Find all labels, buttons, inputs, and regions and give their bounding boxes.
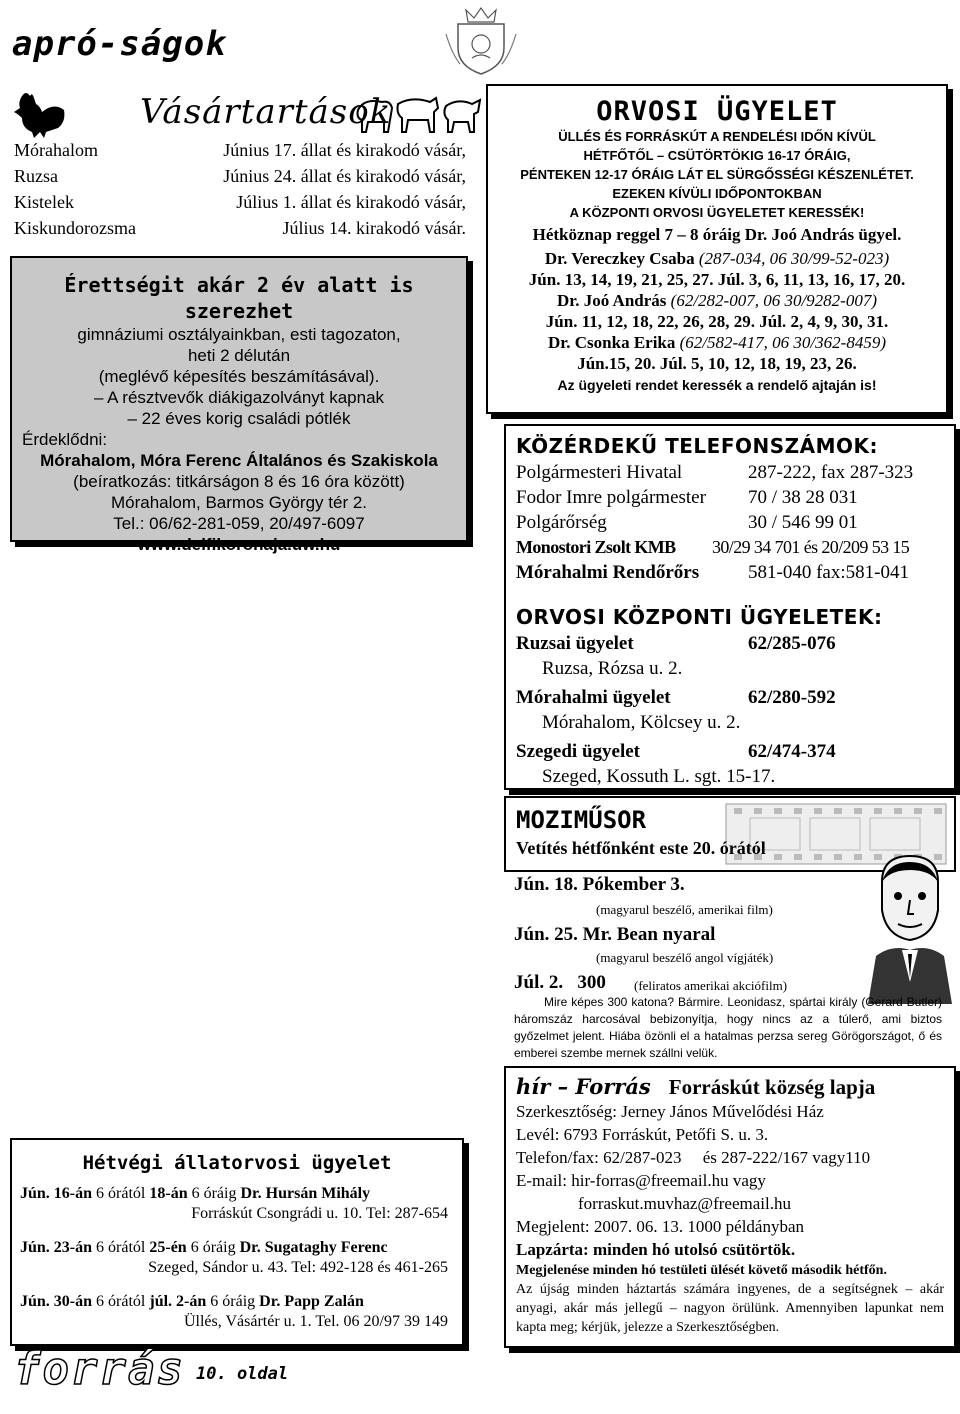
phone-label: Fodor Imre polgármester (516, 487, 706, 508)
forras-logo: forrás (14, 1344, 185, 1395)
phone-number: 70 / 38 28 031 (748, 487, 858, 508)
doctor-phone: (287-034, 06 30/99-52-023) (698, 249, 890, 268)
vet-address: Forráskút Csongrádi u. 10. Tel: 287-654 (191, 1205, 448, 1222)
education-address: Mórahalom, Barmos György tér 2. (110, 493, 368, 512)
movie-title: Júl. 2. 300 (514, 972, 606, 993)
vet-to: 25-én (149, 1239, 187, 1256)
weekday-duty: Hétköznap reggel 7 – 8 óráig Dr. Joó András ügyel. (532, 225, 902, 244)
education-school: Mórahalom, Móra Ferenc Általános és Szakiskola (40, 451, 438, 470)
coat-of-arms-icon (440, 4, 522, 76)
vet-entry (20, 1292, 454, 1312)
vet-doctor: Dr. Hursán Mihály (240, 1185, 371, 1202)
town-name: Kistelek (14, 192, 74, 212)
phone-label: Monostori Zsolt KMB (516, 537, 676, 557)
mr-bean-picture (868, 852, 952, 1004)
education-ad (10, 256, 468, 554)
page-number: 10. oldal (196, 1364, 289, 1384)
newspaper-title (516, 1074, 944, 1100)
phone-number: 30 / 546 99 01 (748, 512, 858, 533)
doctor-dates: Jún.15, 20. Júl. 5, 10, 12, 18, 19, 23, 26. (577, 354, 857, 373)
free-note: Az újság minden háztartás számára ingyenes, de a segítségnek – akár anyagi, akár más jellegű – nagyon örülünk. Amennyiben lapunkat nem kapta meg; kérjük, jelezze a Szerkesztőségben. (516, 1282, 944, 1335)
vet-address: Szeged, Sándor u. 43. Tel: 492-128 és 461-265 (148, 1259, 448, 1276)
center-phone: 62/285-076 (748, 633, 836, 654)
vet-duty-box (10, 1138, 464, 1346)
town-name: Kiskundorozsma (14, 218, 136, 238)
fair-date: Július 1. állat és kirakodó vásár, (236, 192, 466, 212)
newspaper-subtitle: Forráskút község lapja (668, 1075, 876, 1099)
phone-row (516, 562, 954, 587)
center-name: Szegedi ügyelet (516, 741, 641, 762)
vet-doctor: Dr. Sugataghy Ferenc (239, 1239, 388, 1256)
vet-to: júl. 2-án (149, 1293, 207, 1310)
vet-from-time: 6 órától (96, 1293, 146, 1310)
education-registration: (beíratkozás: titkárságon 8 és 16 óra között) (73, 472, 405, 491)
phone-row (516, 512, 954, 537)
vet-address: Üllés, Vásártér u. 1. Tel. 06 20/97 39 149 (183, 1313, 448, 1330)
center-address: Ruzsa, Rózsa u. 2. (542, 658, 683, 679)
education-website[interactable]: www.delfikoronaja.uw.hu (137, 535, 341, 554)
doctor-duty-title: ORVOSI ÜGYELET (596, 96, 838, 127)
phone-number: 30/29 34 701 és 20/209 53 15 (712, 537, 910, 557)
town-name: Ruzsa (14, 166, 58, 186)
town-name: Mórahalom (14, 140, 98, 160)
newspaper-brand: hír – Forrás (516, 1074, 651, 1099)
market-row (14, 192, 474, 218)
cinema-subtitle: Vetítés hétfőnként este 20. órától (516, 838, 766, 858)
doctor-note: Az ügyeleti rendet keressék a rendelő ajtaján is! (557, 377, 877, 393)
movie-note: (magyarul beszélő, amerikai film) (596, 902, 773, 917)
doctor-info-line: A KÖZPONTI ORVOSI ÜGYELETET KERESSÉK! (569, 205, 865, 220)
vet-from: Jún. 23-án (20, 1239, 93, 1256)
deadline: Lapzárta: minden hó utolsó csütörtök. (516, 1240, 796, 1259)
rooster-icon (6, 88, 68, 140)
education-line: – 22 éves korig családi pótlék (127, 409, 351, 428)
doctor-phone: (62/582-417, 06 30/362-8459) (679, 333, 886, 352)
education-interest: Érdeklődni: (22, 430, 108, 449)
center-row (516, 687, 954, 712)
phone-number: 287-222, fax 287-323 (748, 462, 914, 483)
doctor-dates: Jún. 13, 14, 19, 21, 25, 27. Júl. 3, 6, 11, 13, 16, 17, 20. (528, 270, 906, 289)
vet-duty-title: Hétvégi állatorvosi ügyelet (82, 1152, 392, 1174)
doctor-info-line: ÜLLÉS ÉS FORRÁSKÚT A RENDELÉSI IDŐN KÍVÜL (558, 129, 876, 144)
vet-entry (20, 1184, 454, 1204)
vet-to: 18-án (149, 1185, 188, 1202)
public-phone-box (504, 424, 956, 790)
imprint-line: forraskut.muvhaz@freemail.hu (578, 1194, 791, 1213)
vet-from-time: 6 órától (96, 1239, 146, 1256)
doctor-info-line: PÉNTEKEN 12-17 ÓRÁIG LÁT EL SÜRGŐSSÉGI KÉSZENLÉTET. (520, 167, 914, 182)
doctor-dates: Jún. 11, 12, 18, 22, 26, 28, 29. Júl. 2, 4, 9, 30, 31. (545, 312, 889, 331)
center-phone: 62/474-374 (748, 741, 836, 762)
imprint-line: Megjelent: 2007. 06. 13. 1000 példányban (516, 1217, 805, 1236)
fair-date: Június 17. állat és kirakodó vásár, (223, 140, 466, 160)
phone-row (516, 537, 954, 562)
vet-from: Jún. 30-án (20, 1293, 93, 1310)
education-phone: Tel.: 06/62-281-059, 20/497-6097 (113, 514, 365, 533)
market-row (14, 140, 474, 166)
market-row (14, 218, 474, 244)
phone-number: 581-040 fax:581-041 (748, 562, 909, 583)
farm-animals-icon (354, 90, 484, 136)
imprint-line: E-mail: hir-forras@freemail.hu vagy (516, 1171, 766, 1190)
doctor-info-line: EZEKEN KÍVÜLI IDŐPONTOKBAN (612, 186, 822, 201)
center-row (516, 633, 954, 658)
phone-label: Mórahalmi Rendőrőrs (516, 562, 700, 583)
vet-to-time: 6 óráig (190, 1239, 236, 1256)
phone-label: Polgárőrség (516, 512, 607, 533)
education-headline: Érettségit akár 2 év alatt is szerezhet (64, 273, 414, 323)
education-line: heti 2 délután (187, 346, 291, 365)
center-address: Szeged, Kossuth L. sgt. 15-17. (542, 766, 776, 787)
doctor-name: Dr. Vereczkey Csaba (544, 249, 695, 268)
cinema-title: MOZIMŰSOR (516, 806, 647, 834)
center-duty-title: ORVOSI KÖZPONTI ÜGYELETEK: (516, 605, 883, 629)
center-name: Ruzsai ügyelet (516, 633, 634, 654)
vet-to-time: 6 óráig (210, 1293, 256, 1310)
fair-date: Június 24. állat és kirakodó vásár, (223, 166, 466, 186)
education-line: gimnáziumi osztályainkban, esti tagozaton, (77, 325, 401, 344)
newspaper-imprint (504, 1066, 956, 1348)
movie-note: (feliratos amerikai akciófilm) (634, 978, 788, 993)
vet-to-time: 6 óráig (191, 1185, 237, 1202)
movie-title: Jún. 25. Mr. Bean nyaral (514, 924, 716, 945)
center-phone: 62/280-592 (748, 687, 836, 708)
fair-date: Július 14. kirakodó vásár. (282, 218, 466, 238)
doctor-name: Dr. Csonka Erika (548, 333, 676, 352)
movie-title: Jún. 18. Pókember 3. (514, 874, 685, 895)
doctor-info-line: HÉTFŐTŐL – CSÜTÖRTÖKIG 16-17 ÓRÁIG, (583, 148, 851, 163)
market-row (14, 166, 474, 192)
section-title: apró-ságok (12, 24, 227, 64)
education-line: – A résztvevők diákigazolványt kapnak (93, 388, 385, 407)
vet-entry (20, 1238, 454, 1258)
doctor-duty-box (486, 84, 948, 414)
education-line: (meglévő képesítés beszámításával). (98, 367, 380, 386)
center-row (516, 741, 954, 766)
phone-row (516, 462, 954, 487)
phone-label: Polgármesteri Hivatal (516, 462, 683, 483)
vet-doctor: Dr. Papp Zalán (259, 1293, 364, 1310)
doctor-phone: (62/282-007, 06 30/9282-007) (670, 291, 877, 310)
vet-from-time: 6 órától (96, 1185, 146, 1202)
center-address: Mórahalom, Kölcsey u. 2. (542, 712, 741, 733)
movie-description: Mire képes 300 katona? Bármire. Leonidasz, spártai király (Gerard Butler) háromszáz harcosával bebizonyítja, hogy nincs az a túlerő, ami biztos győzelmet jelent. Hiába özönli el a hatalmas perzsa sereg Görögországot, ő és emberei szembe mernek szállni velük. (514, 995, 942, 1060)
imprint-line: Telefon/fax: 62/287-023 és 287-222/167 vagy110 (516, 1148, 871, 1167)
vet-from: Jún. 16-án (20, 1185, 93, 1202)
public-phone-title: KÖZÉRDEKŰ TELEFONSZÁMOK: (516, 434, 879, 458)
imprint-line: Szerkesztőség: Jerney János Művelődési Ház (516, 1102, 824, 1121)
imprint-line: Levél: 6793 Forráskút, Petőfi S. u. 3. (516, 1125, 769, 1144)
doctor-name: Dr. Joó András (556, 291, 667, 310)
movie-note: (magyarul beszélő angol vígjáték) (596, 950, 774, 965)
center-name: Mórahalmi ügyelet (516, 687, 671, 708)
publication-schedule: Megjelenése minden hó testületi ülését követő második hétfőn. (516, 1263, 887, 1278)
market-title: Vásártartások (140, 92, 392, 132)
phone-row (516, 487, 954, 512)
